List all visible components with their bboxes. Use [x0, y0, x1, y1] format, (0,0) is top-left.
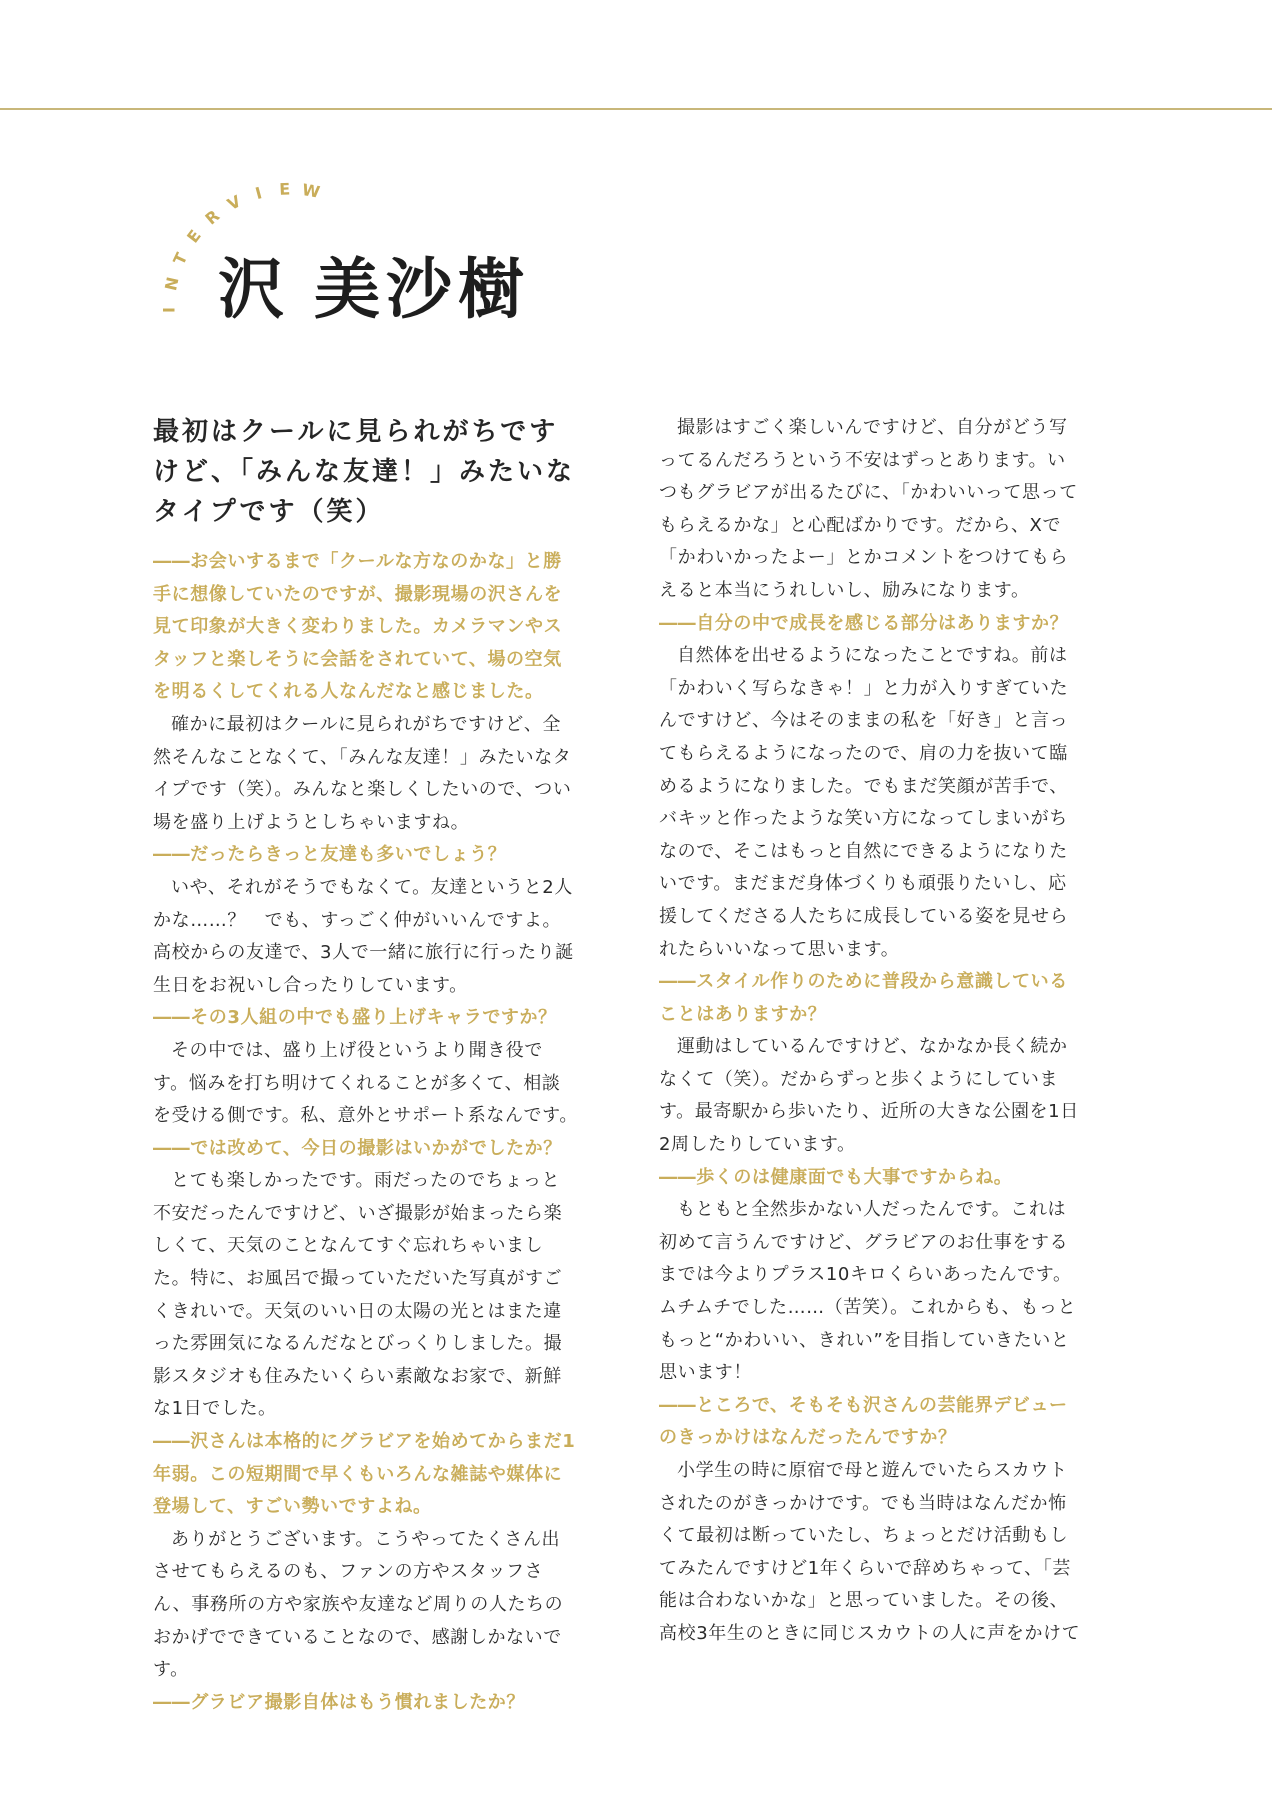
interview-answer: 運動はしているんですけど、なかなか長く続かなくて（笑）。だからずっと歩くようにしています。最寄駅から歩いたり、近所の大きな公園を1日2周したりしています。	[659, 1036, 1079, 1156]
arc-letter: T	[169, 249, 192, 268]
name-surname: 沢	[218, 251, 290, 328]
interview-answer: ありがとうございます。こうやってたくさん出させてもらえるのも、ファンの方やスタッフさん、事務所の方や家族や友達など周りの人たちのおかげでできていることなので、感謝しかないです。	[153, 1528, 564, 1681]
interview-question: ――その3人組の中でも盛り上げキャラですか？	[153, 1007, 557, 1029]
interview-answer: 確かに最初はクールに見られがちですけど、全然そんなことなくて、「みんな友達！」みたいなタイプです（笑）。みんなと楽しくしたいので、つい場を盛り上げようとしちゃいますね。	[153, 713, 572, 833]
interview-answer: その中では、盛り上げ役というより聞き役です。悩みを打ち明けてくれることが多くて、相談を受ける側です。私、意外とサポート系なんです。	[153, 1039, 578, 1127]
interview-question: ――だったらきっと友達も多いでしょう？	[153, 844, 507, 866]
interview-answer: いや、それがそうでもなくて。友達というと2人かな……？ でも、すっごく仲がいいんですよ。高校からの友達で、3人で一緒に旅行に行ったり誕生日をお祝いし合ったりしています。	[153, 876, 574, 996]
interview-answer: 撮影はすごく楽しいんですけど、自分がどう写ってるんだろうという不安はずっとあります。いつもグラビアが出るたびに、「かわいいって思ってもらえるかな」と心配ばかりです。だから、Xで「かわいかったよー」とかコメントをつけてもらえると本当にうれしいし、励みになります。	[659, 417, 1078, 601]
arc-letter: W	[300, 179, 322, 202]
interview-question: ――自分の中で成長を感じる部分はありますか？	[659, 612, 1069, 634]
interviewee-name	[218, 236, 530, 331]
interview-question: ――沢さんは本格的にグラビアを始めてからまだ1年弱。この短期間で早くもいろんな雑誌や媒体に登場して、すごい勢いですよね。	[153, 1431, 576, 1518]
arc-letter: R	[201, 206, 224, 229]
arc-letter: I	[253, 183, 264, 204]
interview-question: ――では改めて、今日の撮影はいかがでしたか？	[153, 1137, 562, 1159]
right-blocks	[659, 412, 1084, 1651]
name-given: 美沙樹	[314, 251, 530, 328]
article-column-right	[659, 412, 1084, 1651]
arc-letter: V	[224, 191, 245, 215]
interview-question: ――ところで、そもそも沢さんの芸能界デビューのきっかけはなんだったんですか？	[659, 1394, 1068, 1449]
left-blocks	[153, 546, 578, 1719]
article-headline: 最初はクールに見られがちですけど、「みんな友達！」みたいなタイプです（笑）	[153, 417, 576, 527]
interview-answer: 自然体を出せるようになったことですね。前は「かわいく写らなきゃ！」と力が入りすぎていたんですけど、今はそのままの私を「好き」と言ってもらえるようになったので、肩の力を抜いて臨めるようになりました。でもまだ笑顔が苦手で、バキッと作ったような笑い方になってしまいがちなので、そこはもっと自然にできるようになりたいです。まだまだ身体づくりも頑張りたいし、応援してくださる人たちに成長している姿を見せられたらいいなって思います。	[659, 645, 1069, 960]
top-rule	[0, 108, 1272, 110]
arc-letter: N	[161, 275, 183, 293]
arc-letter: E	[278, 179, 291, 199]
arc-letter: I	[159, 307, 179, 313]
arc-letter: E	[183, 226, 205, 247]
interview-answer: 小学生の時に原宿で母と遊んでいたらスカウトされたのがきっかけです。でも当時はなんだか怖くて最初は断っていたし、ちょっとだけ活動もしてみたんですけど1年くらいで辞めちゃって、「芸能は合わないかな」と思っていました。その後、高校3年生のときに同じスカウトの人に声をかけて	[659, 1460, 1081, 1644]
interview-answer: とても楽しかったです。雨だったのでちょっと不安だったんですけど、いざ撮影が始まったら楽しくて、天気のことなんてすぐ忘れちゃいました。特に、お風呂で撮っていただいた写真がすごくきれいで。天気のいい日の太陽の光とはまた違った雰囲気になるんだなとびっくりしました。撮影スタジオも住みたいくらい素敵なお家で、新鮮な1日でした。	[153, 1170, 563, 1420]
interview-question: ――お会いするまで「クールな方なのかな」と勝手に想像していたのですが、撮影現場の沢さんを見て印象が大きく変わりました。カメラマンやスタッフと楽しそうに会話をされていて、場の空気を明るくしてくれる人なんだなと感じました。	[153, 551, 563, 703]
article-column-left	[153, 412, 578, 1719]
interview-question: ――スタイル作りのために普段から意識していることはありますか？	[659, 971, 1068, 1025]
interview-answer: もともと全然歩かない人だったんです。これは初めて言うんですけど、グラビアのお仕事をするまでは今よりプラス10キロくらいあったんです。ムチムチでした……（苦笑）。これからも、もっともっと“かわいい、きれい”を目指していきたいと思います！	[659, 1199, 1077, 1384]
interview-question: ――グラビア撮影自体はもう慣れましたか？	[153, 1691, 525, 1713]
interview-question: ――歩くのは健康面でも大事ですからね。	[659, 1166, 1013, 1188]
